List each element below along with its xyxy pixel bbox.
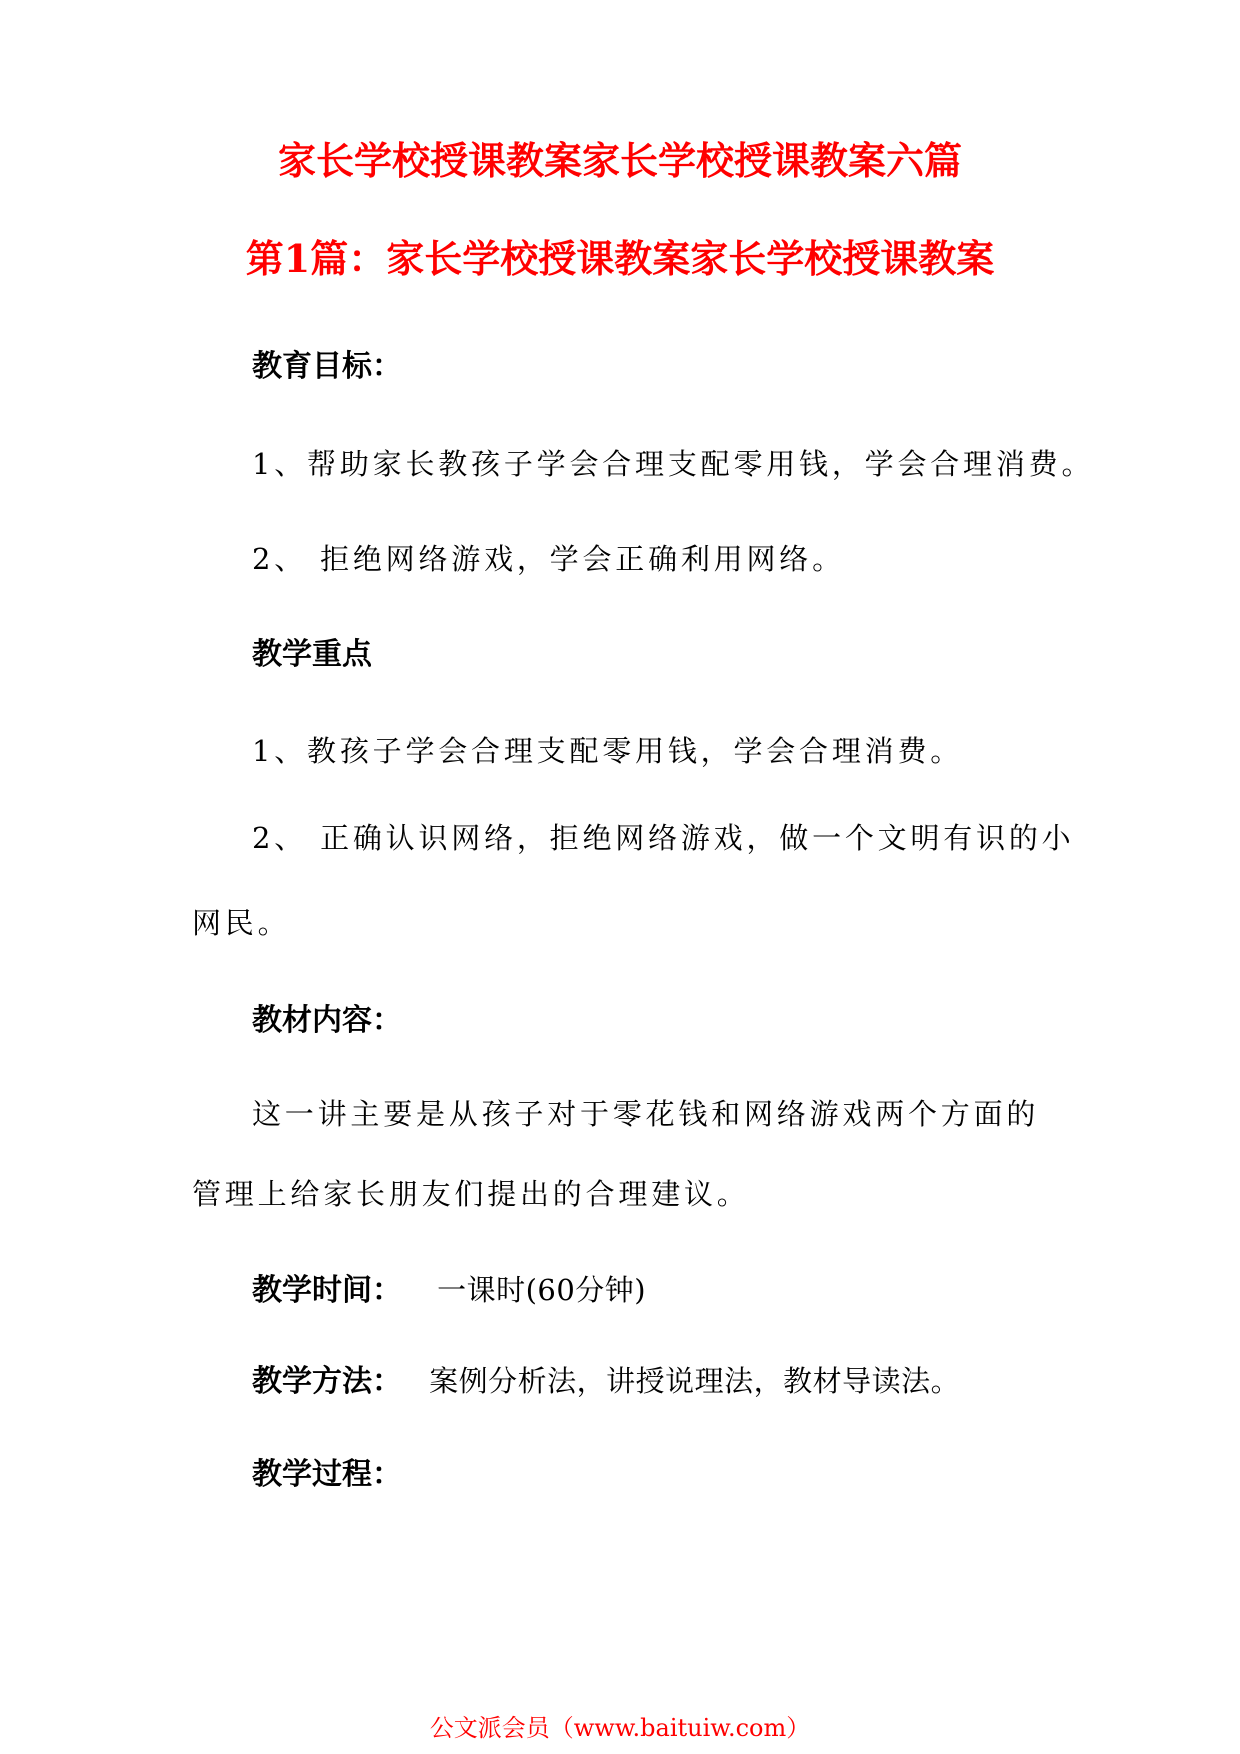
- teaching-method-label: 教学方法：: [252, 1364, 402, 1399]
- key-points-item-2-continued: 网民。: [192, 906, 291, 940]
- teaching-time-label: 教学时间：: [252, 1273, 402, 1308]
- process-heading: 教学过程：: [252, 1457, 402, 1492]
- document-subtitle: 第1篇：家长学校授课教案家长学校授课教案: [245, 236, 995, 281]
- content-heading: 教材内容：: [252, 1003, 402, 1038]
- key-points-item-1: 1、教孩子学会合理支配零用钱，学会合理消费。: [252, 734, 964, 768]
- goals-item-2: 2、 拒绝网络游戏，学会正确利用网络。: [252, 542, 845, 576]
- key-points-item-2: 2、 正确认识网络，拒绝网络游戏，做一个文明有识的小: [252, 821, 1075, 855]
- goals-item-1: 1、帮助家长教孩子学会合理支配零用钱，学会合理消费。: [252, 447, 1095, 481]
- footer-watermark: 公文派会员（www.baituiw.com）: [429, 1714, 811, 1742]
- teaching-time-value: 一课时(60分钟): [437, 1273, 647, 1307]
- teaching-method-row: [252, 1364, 961, 1399]
- content-paragraph-line-1: 这一讲主要是从孩子对于零花钱和网络游戏两个方面的: [252, 1097, 1040, 1131]
- goals-heading: 教育目标：: [252, 349, 402, 384]
- teaching-method-value: 案例分析法，讲授说理法，教材导读法。: [429, 1364, 961, 1398]
- content-paragraph-line-2: 管理上给家长朋友们提出的合理建议。: [192, 1177, 750, 1211]
- key-points-heading: 教学重点: [252, 637, 372, 672]
- document-title: 家长学校授课教案家长学校授课教案六篇: [277, 138, 962, 183]
- teaching-time-row: [252, 1273, 647, 1308]
